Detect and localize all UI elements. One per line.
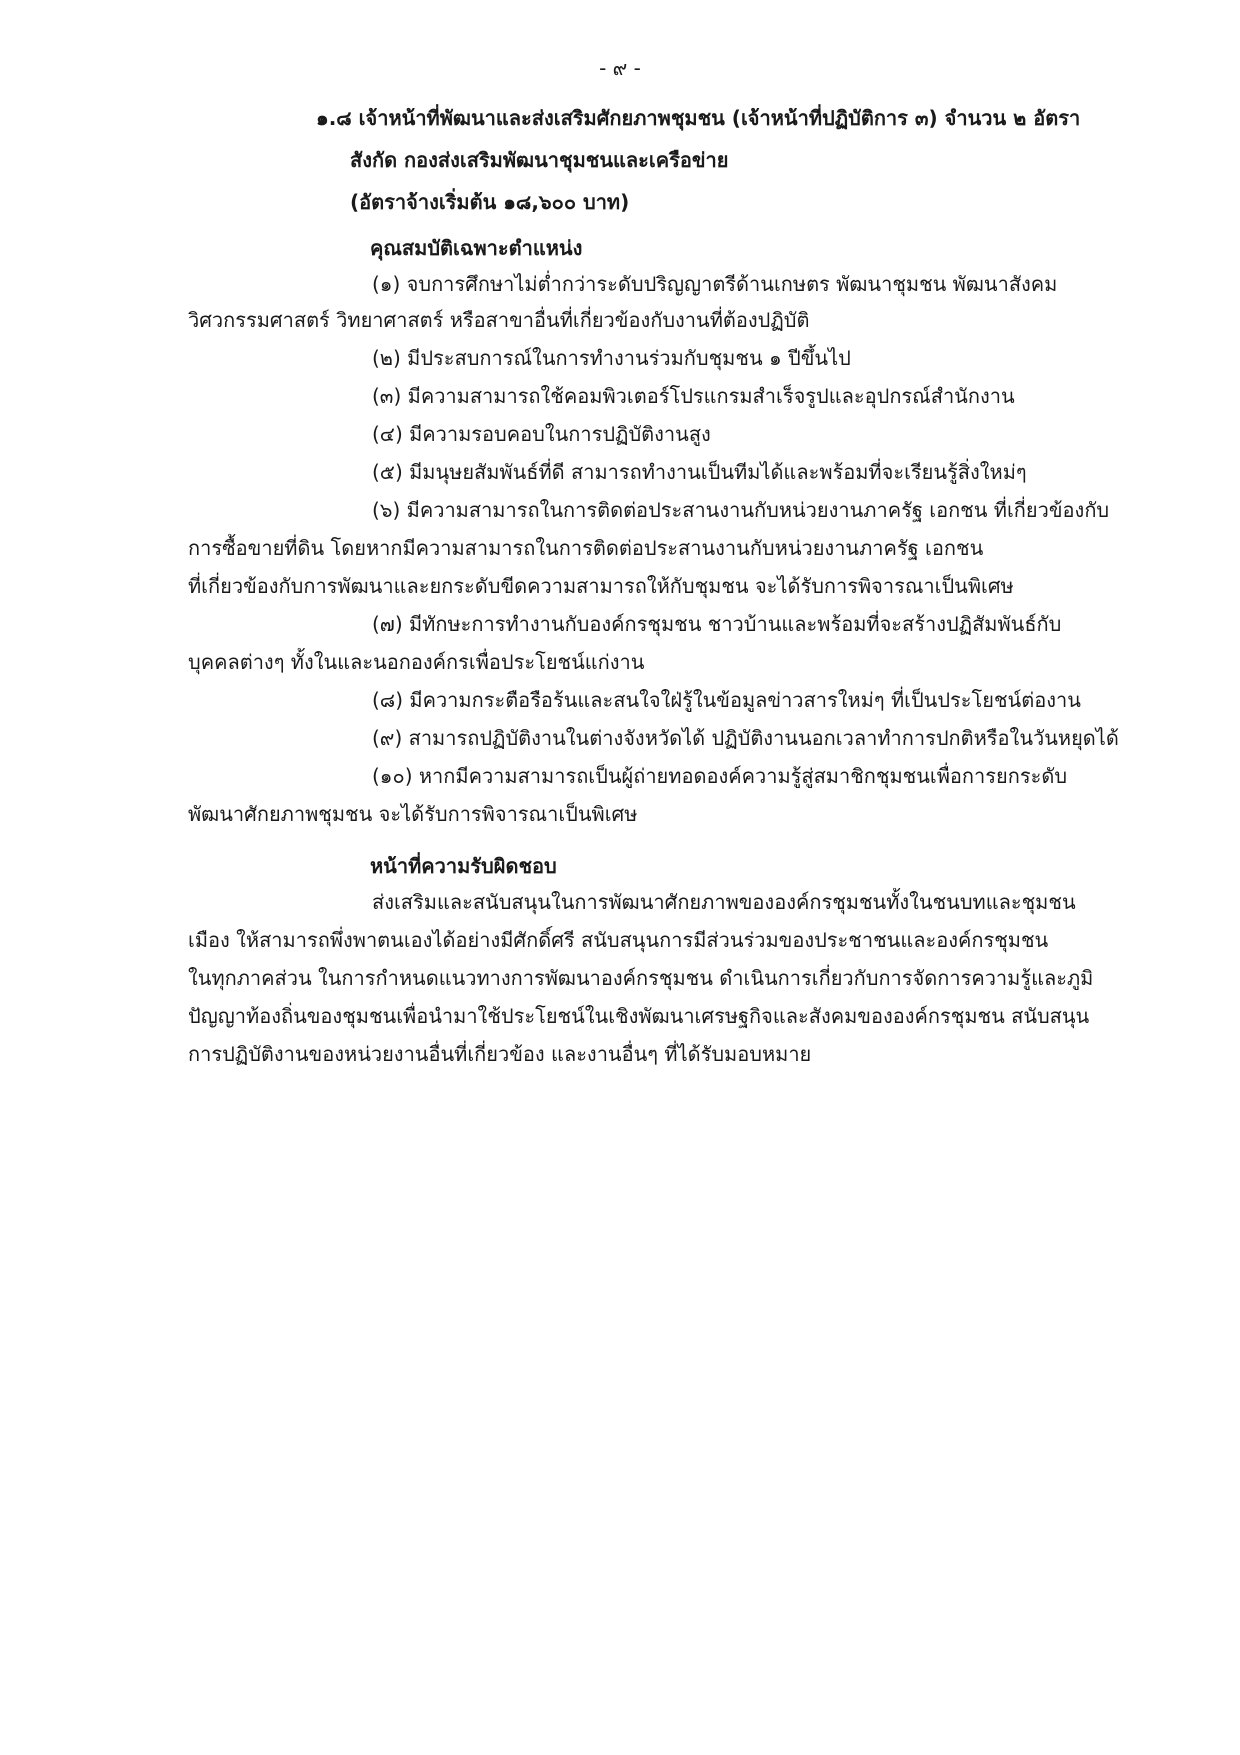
qualification-item-10-cont: พัฒนาศักยภาพชุมชน จะได้รับการพิจารณาเป็นพิเศษ [188, 802, 638, 826]
qualification-item-1: (๑) จบการศึกษาไม่ต่ำกว่าระดับปริญญาตรีด้านเกษตร พัฒนาชุมชน พัฒนาสังคม [372, 272, 1058, 296]
qualification-item-9: (๙) สามารถปฏิบัติงานในต่างจังหวัดได้ ปฏิบัติงานนอกเวลาทำการปกติหรือในวันหยุดได้ [372, 726, 1119, 750]
qualifications-heading: คุณสมบัติเฉพาะตำแหน่ง [370, 236, 583, 260]
responsibility-line-4: ปัญญาท้องถิ่นของชุมชนเพื่อนำมาใช้ประโยชน์ในเชิงพัฒนาเศรษฐกิจและสังคมขององค์กรชุมชน สนับสนุน [188, 1004, 1090, 1028]
qualification-item-1-cont: วิศวกรรมศาสตร์ วิทยาศาสตร์ หรือสาขาอื่นที่เกี่ยวข้องกับงานที่ต้องปฏิบัติ [188, 308, 810, 332]
responsibility-line-1: ส่งเสริมและสนับสนุนในการพัฒนาศักยภาพขององค์กรชุมชนทั้งในชนบทและชุมชน [372, 890, 1076, 914]
qualification-item-8: (๘) มีความกระตือรือร้นและสนใจใฝ่รู้ในข้อมูลข่าวสารใหม่ๆ ที่เป็นประโยชน์ต่องาน [372, 688, 1081, 712]
position-department: สังกัด กองส่งเสริมพัฒนาชุมชนและเครือข่าย [350, 148, 729, 172]
qualification-item-6-cont1: การซื้อขายที่ดิน โดยหากมีความสามารถในการติดต่อประสานงานกับหน่วยงานภาครัฐ เอกชน [188, 536, 984, 560]
qualification-item-6-cont2: ที่เกี่ยวข้องกับการพัฒนาและยกระดับขีดความสามารถให้กับชุมชน จะได้รับการพิจารณาเป็นพิเศษ [188, 574, 1014, 598]
qualification-item-6: (๖) มีความสามารถในการติดต่อประสานงานกับหน่วยงานภาครัฐ เอกชน ที่เกี่ยวข้องกับ [372, 498, 1110, 522]
responsibilities-heading: หน้าที่ความรับผิดชอบ [370, 854, 557, 878]
position-salary: (อัตราจ้างเริ่มต้น ๑๘,๖๐๐ บาท) [350, 190, 630, 214]
responsibility-line-3: ในทุกภาคส่วน ในการกำหนดแนวทางการพัฒนาองค์กรชุมชน ดำเนินการเกี่ยวกับการจัดการความรู้และภูมิ [188, 966, 1094, 990]
qualification-item-7: (๗) มีทักษะการทำงานกับองค์กรชุมชน ชาวบ้านและพร้อมที่จะสร้างปฏิสัมพันธ์กับ [372, 612, 1062, 636]
qualification-item-4: (๔) มีความรอบคอบในการปฏิบัติงานสูง [372, 422, 711, 446]
qualification-item-5: (๕) มีมนุษยสัมพันธ์ที่ดี สามารถทำงานเป็นทีมได้และพร้อมที่จะเรียนรู้สิ่งใหม่ๆ [372, 460, 1027, 484]
responsibility-line-5: การปฏิบัติงานของหน่วยงานอื่นที่เกี่ยวข้อง และงานอื่นๆ ที่ได้รับมอบหมาย [188, 1042, 812, 1066]
qualification-item-10: (๑๐) หากมีความสามารถเป็นผู้ถ่ายทอดองค์ความรู้สู่สมาชิกชุมชนเพื่อการยกระดับ [372, 764, 1068, 788]
responsibility-line-2: เมือง ให้สามารถพึ่งพาตนเองได้อย่างมีศักดิ์ศรี สนับสนุนการมีส่วนร่วมของประชาชนและองค์กรชุมชน [188, 928, 1049, 952]
qualification-item-7-cont: บุคคลต่างๆ ทั้งในและนอกองค์กรเพื่อประโยชน์แก่งาน [188, 650, 645, 674]
position-title-line1: ๑.๘ เจ้าหน้าที่พัฒนาและส่งเสริมศักยภาพชุมชน (เจ้าหน้าที่ปฏิบัติการ ๓) จำนวน ๒ อัตรา [316, 106, 1081, 130]
qualification-item-2: (๒) มีประสบการณ์ในการทำงานร่วมกับชุมชน ๑ ปีขึ้นไป [372, 346, 851, 370]
page-number: - ๙ - [599, 56, 641, 80]
qualification-item-3: (๓) มีความสามารถใช้คอมพิวเตอร์โปรแกรมสำเร็จรูปและอุปกรณ์สำนักงาน [372, 384, 1015, 408]
